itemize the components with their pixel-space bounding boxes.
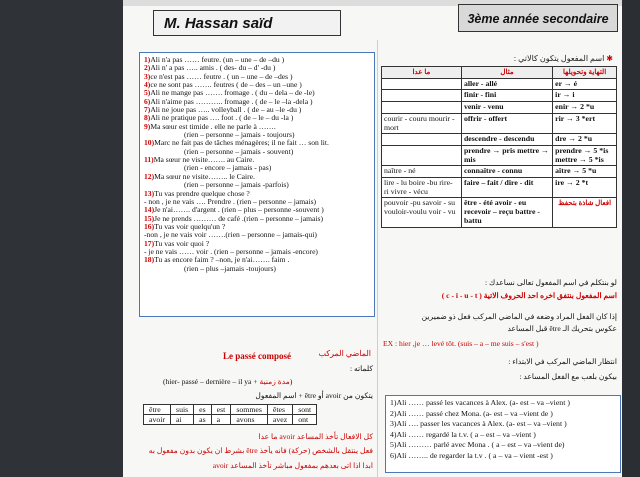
cell-ending: ir → i — [553, 90, 617, 102]
exercise-item: 3)ce n'est pas …… feutre . ( un – une – de –des ) — [144, 72, 293, 81]
exercise-item: -non , je ne vais voir …….(rien – personne – jamais-qui) — [144, 231, 317, 240]
auxiliary-cell: sont — [293, 405, 317, 415]
table-row — [382, 145, 617, 165]
auxiliary-cell: es — [194, 405, 212, 415]
cell-ending: dre → 2 *u — [553, 134, 617, 146]
cell-exception — [382, 102, 462, 114]
auxiliary-cell: ont — [293, 415, 317, 425]
exercise-item: - je ne vais …… voir . (rien – personne – jamais -encore) — [144, 247, 318, 256]
exercise-item: 18)Tu as encore faim ? –non, je n'ai……. faim . — [144, 256, 290, 265]
helper-line-2: اسم المفعول بنتفق اخره احد الحروف الاتية ( c - i - u - t ) — [441, 291, 617, 300]
helper-line-7: بيكون بلعب مع الفعل المساعد : — [519, 372, 617, 381]
cell-example: prendre → pris mettre → mis — [461, 145, 552, 165]
auxiliary-cell: a — [211, 415, 231, 425]
auxiliary-cell: sommes — [231, 405, 268, 415]
cell-ending: افعال شاذة بتحفظ — [553, 198, 617, 227]
participle-table — [381, 66, 617, 228]
helper-line-4: عكوس بتحريك الـ être قبل المساعد — [507, 324, 617, 333]
exercise-item: 6)Ali …….. de regarder la t.v . ( a – va – vient -est ) — [390, 450, 553, 460]
cell-example: descendre - descendu — [461, 134, 552, 146]
exercise-item: 10)Marc ne fait pas de tâches ménagères; il ne fait … son lit. — [144, 139, 329, 148]
cell-example: venir - venu — [461, 102, 552, 114]
auxiliary-row — [144, 415, 317, 425]
rule-note-1: كل الافعال تأخذ المساعد avoir ما عدا — [258, 432, 373, 441]
rule-note-3: ابدا اذا اتى بعدهم بمفعول مباشر تأخذ المساعد avoir — [212, 461, 373, 470]
exercise-item: 5)Ali ……… parlé avec Mona . ( a – est – va –vient de) — [390, 440, 565, 449]
exercise-item: 6)Ali n'aime pas ……….. fromage . ( de – le –la -dela ) — [144, 97, 313, 106]
exercise-item: 15)Je ne prends ……… de café .(rien – personne – jamais) — [144, 214, 324, 223]
exercise-item: (rien – plus –jamais -toujours) — [184, 264, 276, 273]
cell-exception — [382, 134, 462, 146]
auxiliary-cell: avez — [267, 415, 292, 425]
rule-note-2: فعل ينتقل بالشخص (حركة) فانه يأخذ être بشرط ان يكون بدون مفعول به — [148, 446, 373, 455]
passe-compose-ar-title: الماضي المركب — [318, 349, 371, 358]
exercise-item: (rien – personne – jamais -parfois) — [184, 181, 289, 190]
helper-line-1: لو بنتكلم في اسم المفعول تعالى نساعدك : — [484, 278, 617, 287]
exercise-item: 5)Ali ne mange pas ……. fromage . ( du – dela – de -le) — [144, 89, 315, 98]
table-row — [382, 113, 617, 133]
cell-exception: lire - lu boire -bu rire- ri vivre - vécu — [382, 178, 462, 198]
exercise-item: 2)Ali …… passé chez Mona. (a- est – va –vient de ) — [390, 408, 553, 418]
exercise-box-left — [139, 52, 375, 317]
table-row — [382, 102, 617, 114]
cell-exception — [382, 90, 462, 102]
participle-rule-title: ✱ اسم المفعول يتكون كالاتي : — [513, 54, 613, 63]
auxiliary-cell: est — [211, 405, 231, 415]
table-row — [382, 178, 617, 198]
auxiliary-row — [144, 405, 317, 415]
auxiliary-cell: être — [144, 405, 171, 415]
cell-ending: er → é — [553, 78, 617, 90]
auxiliary-table — [143, 404, 317, 425]
exercise-item: 16)Tu vas voir quelqu'un ? — [144, 222, 226, 231]
teacher-name: M. Hassan saïd — [153, 10, 341, 36]
col-example: مثال — [461, 67, 552, 79]
cell-ending: enir → 2 *u — [553, 102, 617, 114]
document-page — [123, 0, 622, 477]
cell-example: aller - allé — [461, 78, 552, 90]
cell-ending: aître → 5 *u — [553, 166, 617, 178]
exercise-item: 9)Ma sœur est timide . elle ne parle à ……. — [144, 122, 276, 131]
keywords-line: (hier- passé – dernière – il ya + مدة زمنية) — [163, 377, 293, 386]
example-line: EX : hier ,je … levé tôt. (suis – a – me suis – s'est ) — [383, 339, 539, 348]
exercise-item: 1)Ali n'a pas …… feutre. (un – une – de –du ) — [144, 56, 285, 64]
cell-ending: ire → 2 *t — [553, 178, 617, 198]
helper-line-3: إذا كان الفعل المراد وضعه في الماضي المركب فعل ذو ضميرين — [421, 312, 617, 321]
cell-example: être - été avoir - eu recevoir – reçu battre - battu — [461, 198, 552, 227]
col-exception: ما عدا — [382, 67, 462, 79]
exercise-item: 1)Ali …… passé les vacances à Alex. (a- est – va –vient ) — [390, 398, 570, 407]
cell-ending: prendre → 5 *is mettre → 5 *is — [553, 145, 617, 165]
cell-exception — [382, 145, 462, 165]
auxiliary-cell: êtes — [267, 405, 292, 415]
cell-exception: pouvoir -pu savoir - su vouloir-voulu voir - vu — [382, 198, 462, 227]
cell-example: offrir - offert — [461, 113, 552, 133]
cell-example: finir - fini — [461, 90, 552, 102]
exercise-item: 4)Ali …… regardé la t.v. ( a – est – va –vient ) — [390, 429, 536, 439]
keywords-label: كلماته : — [349, 364, 373, 373]
exercise-item: 3)Ali …. passer les vacances à Alex. (a- est – va –vient ) — [390, 419, 567, 428]
exercise-item: 8)Ali ne pratique pas …. foot . ( de – le – du -la ) — [144, 114, 294, 123]
cell-example: connaître - connu — [461, 166, 552, 178]
auxiliary-cell: avoir — [144, 415, 171, 425]
auxiliary-cell: as — [194, 415, 212, 425]
exercise-item: - non , je ne vais …. Prendre . (rien – personne – jamais) — [144, 197, 317, 206]
table-row — [382, 90, 617, 102]
exercise-item: (rien – personne – jamais - souvent) — [184, 147, 294, 156]
helper-line-6: انتظار الماضي المركب في الابتداء : — [508, 357, 617, 366]
cell-ending: rir → 3 *ert — [553, 113, 617, 133]
table-row — [382, 78, 617, 90]
exercise-item: 14)Je n'ai……. d'argent . (rien – plus – personne -souvent ) — [144, 206, 324, 215]
cell-exception: courir - couru mourir - mort — [382, 113, 462, 133]
passe-compose-title: Le passé composé — [223, 351, 291, 361]
auxiliary-cell: ai — [171, 415, 194, 425]
viewer-background-left — [0, 0, 123, 477]
exercise-item: 7)Ali ne joue pas ….. volleyball . ( de – au –le -du ) — [144, 106, 302, 115]
cell-example: faire – fait / dire - dit — [461, 178, 552, 198]
column-divider — [377, 40, 378, 477]
table-row — [382, 134, 617, 146]
table-row — [382, 166, 617, 178]
exercise-item: 12)Ma sœur ne visite…….. le Caire. — [144, 172, 255, 181]
auxiliary-cell: suis — [171, 405, 194, 415]
exercise-item: 4)ce ne sont pas ……. feutres ( de – des – un –une ) — [144, 81, 302, 90]
auxiliary-cell: avons — [231, 415, 268, 425]
class-level: 3ème année secondaire — [458, 4, 618, 32]
cell-exception — [382, 78, 462, 90]
exercise-item: 17)Tu vas voir quoi ? — [144, 239, 210, 248]
col-ending: التهاية وتحويلها — [553, 67, 617, 79]
cell-exception: naître - né — [382, 166, 462, 178]
exercise-item: (rien - encore – jamais - pas) — [184, 164, 272, 173]
exercise-box-right — [385, 395, 621, 473]
exercise-item: 11)Ma sœur ne visite……. au Caire. — [144, 156, 255, 165]
exercise-item: (rien – personne – jamais - toujours) — [184, 131, 295, 140]
formula-line: يتكون من avoir أو être + اسم المفعول — [255, 391, 373, 400]
exercise-item: 13)Tu vas prendre quelque chose ? — [144, 189, 250, 198]
table-row — [382, 198, 617, 227]
viewer-background-right — [622, 0, 640, 477]
exercise-item: 2)Ali n' a pas ….. amis . ( des- du – d' -du ) — [144, 64, 276, 73]
